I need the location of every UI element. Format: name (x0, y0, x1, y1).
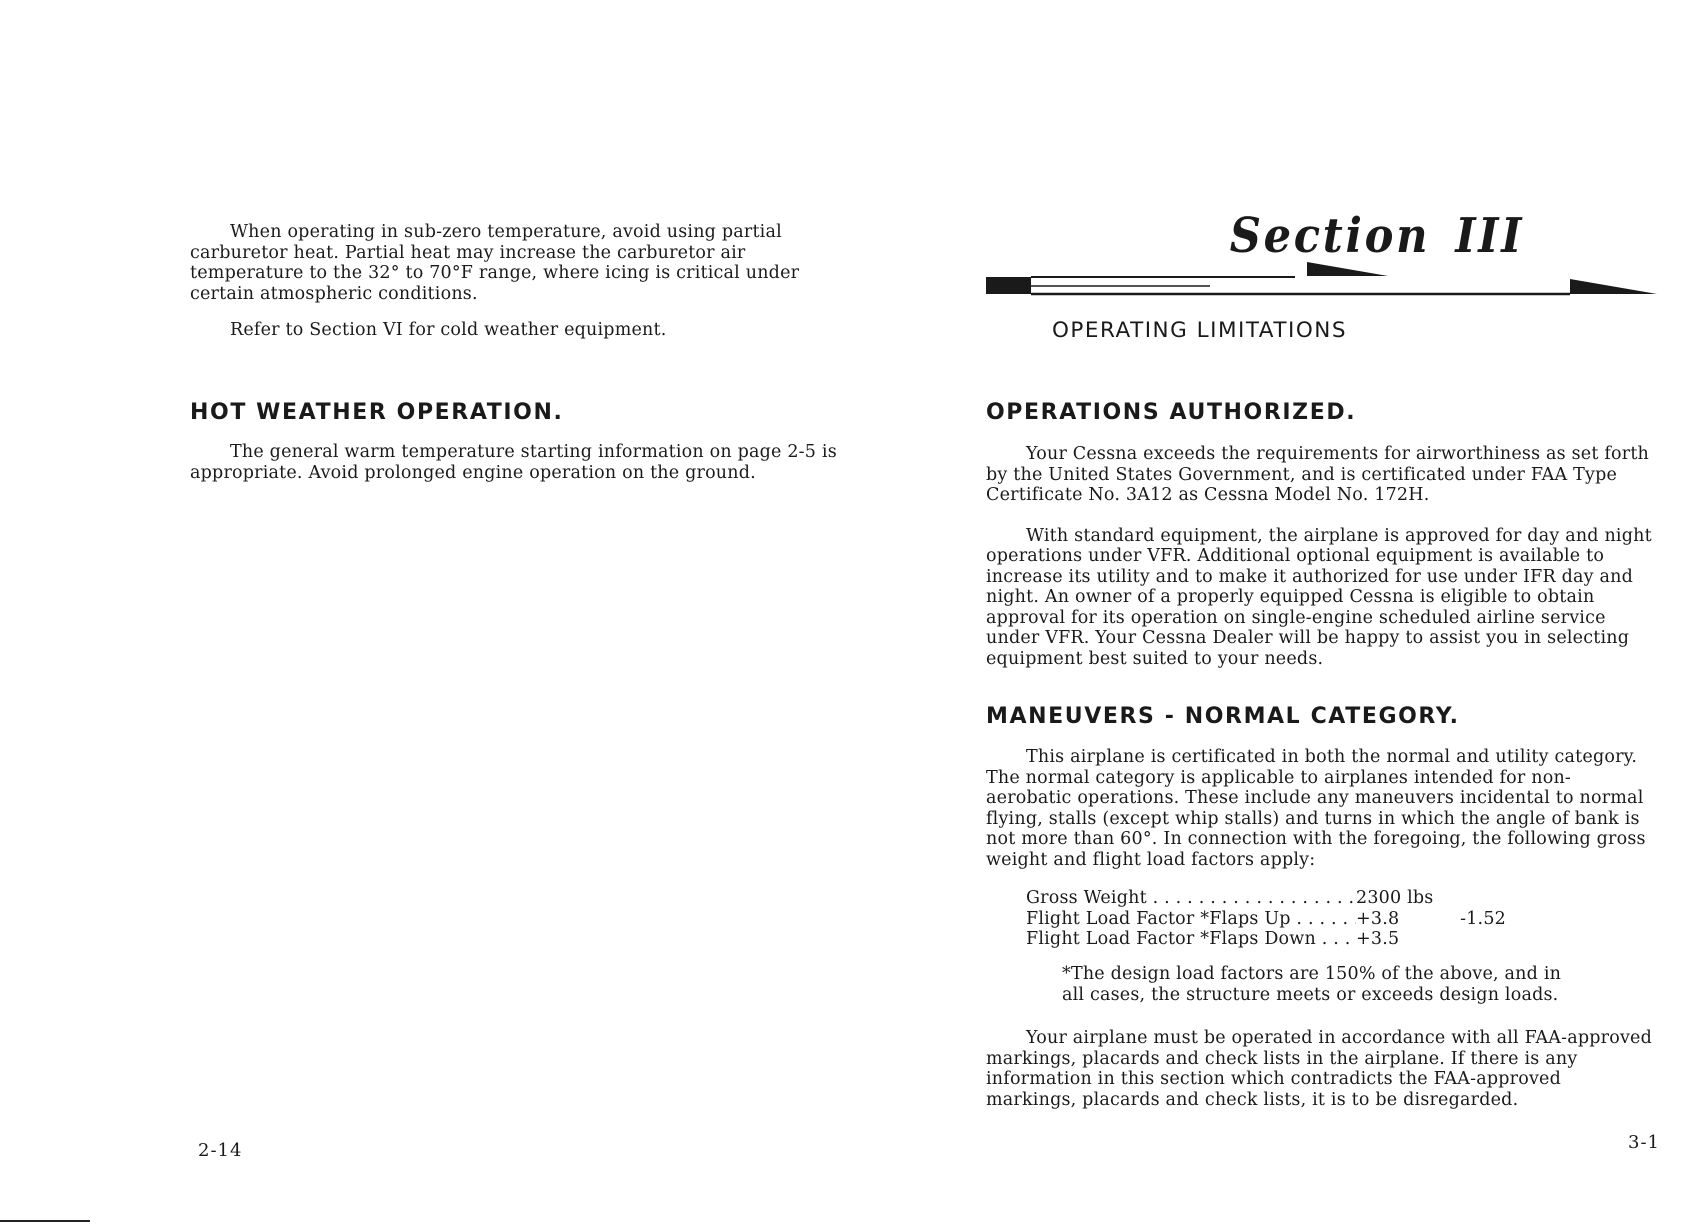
final-paragraph: Your airplane must be operated in accordance with all FAA-approved markings, placards and check lists in the airplane. If there is any information in this section which contradicts the FAA-approved markings, placards and check lists, it is to be disregarded. (986, 1028, 1653, 1110)
operations-text-block (986, 444, 1656, 669)
hot-weather-paragraph: The general warm temperature starting information on page 2-5 is appropriate. Avoid prolonged engine operation on the ground. (190, 442, 837, 483)
design-load-footnote: *The design load factors are 150% of the above, and in all cases, the structure meets or exceeds design loads. (1062, 964, 1562, 1005)
load-value: +3.5 (1356, 929, 1400, 949)
load-label: Flight Load Factor *Flaps Down . . . (1026, 929, 1356, 950)
right-page (900, 0, 1682, 1224)
load-value-negative (1446, 888, 1506, 909)
operations-authorized-heading: OPERATIONS AUTHORIZED. (986, 400, 1357, 425)
cold-weather-paragraph: When operating in sub-zero temperature, avoid using partial carburetor heat. Partial heat may increase the carburetor air temperature to the 32° to 70°F range, where icing is critical under certain atmospheric conditions. (190, 222, 800, 304)
load-label: Flight Load Factor *Flaps Up . . . (1026, 909, 1356, 930)
section-numeral: III (1455, 208, 1524, 264)
load-value-negative (1446, 929, 1506, 950)
cold-weather-text (190, 222, 840, 341)
load-row (1026, 929, 1666, 950)
footnote-block (1062, 964, 1562, 1005)
load-row (1026, 909, 1666, 930)
operations-paragraph-2: With standard equipment, the airplane is approved for day and night operations under VFR. Additional optional equipment is available to increase its utility and to make it authorized for use under IFR day and night. An owner of a properly equipped Cessna is eligible to obtain approval for its operation on single-engine scheduled airline service under VFR. Your Cessna Dealer will be happy to assist you in selecting equipment best suited to your needs. (986, 525, 1652, 669)
load-label: Gross Weight . . . (1026, 888, 1356, 909)
cold-weather-reference: Refer to Section VI for cold weather equipment. (230, 320, 667, 340)
load-value-negative: -1.52 (1460, 908, 1506, 929)
section-subtitle: OPERATING LIMITATIONS (1052, 318, 1347, 343)
load-factors-table (1026, 888, 1666, 950)
load-value: +3.8 (1356, 908, 1400, 929)
load-value: 2300 lbs (1356, 888, 1434, 908)
maneuvers-paragraph: This airplane is certificated in both the normal and utility category. The normal category is applicable to airplanes intended for non-aerobatic operations. These include any maneuvers incidental to normal flying, stalls (except whip stalls) and turns in which the angle of bank is not more than 60°. In connection with the foregoing, the following gross weight and flight load factors apply: (986, 747, 1646, 870)
hot-weather-text-block (190, 442, 840, 483)
hot-weather-heading: HOT WEATHER OPERATION. (190, 400, 564, 425)
section-rule-graphic (900, 255, 1660, 303)
maneuvers-text-block (986, 747, 1656, 870)
rule-block (986, 277, 1031, 294)
corner-rule (0, 1220, 90, 1222)
final-text-block (986, 1028, 1656, 1110)
load-row (1026, 888, 1666, 909)
operations-paragraph-1: Your Cessna exceeds the requirements for airworthiness as set forth by the United States Government, and is certificated under FAA Type Certificate No. 3A12 as Cessna Model No. 172H. (986, 444, 1650, 505)
page-number-left: 2-14 (198, 1140, 243, 1161)
rule-arrow-lower (1570, 279, 1657, 294)
section-word: Section (1229, 208, 1431, 264)
rule-arrow-upper (1307, 262, 1388, 276)
maneuvers-heading: MANEUVERS - NORMAL CATEGORY. (986, 704, 1460, 729)
page-number-right: 3-1 (1628, 1132, 1660, 1153)
